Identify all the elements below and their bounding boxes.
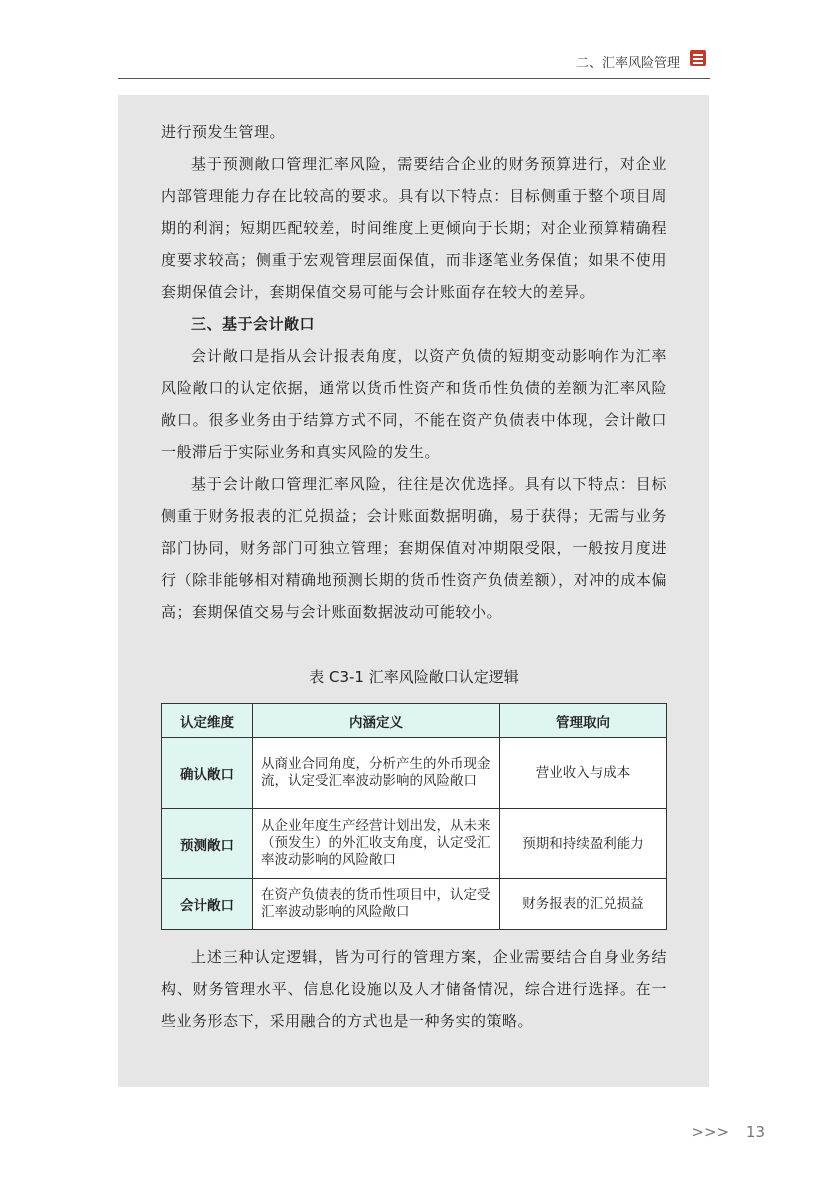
- column-header: 内涵定义: [253, 704, 500, 738]
- definition-cell: 从企业年度生产经营计划出发，从未来（预发生）的外汇收支角度，认定受汇率波动影响的风险敞口: [253, 809, 500, 879]
- paragraph-forecast-exposure: 基于预测敞口管理汇率风险，需要结合企业的财务预算进行，对企业内部管理能力存在比较高的要求。具有以下特点：目标侧重于整个项目周期的利润；短期匹配较差，时间维度上更倾向于长期；对企业预算精确程度要求较高；侧重于宏观管理层面保值，而非逐笔业务保值；如果不使用套期保值会计，套期保值交易可能与会计账面存在较大的差异。: [161, 155, 667, 301]
- column-header: 认定维度: [162, 704, 253, 738]
- paragraph-conclusion: 上述三种认定逻辑，皆为可行的管理方案，企业需要结合自身业务结构、财务管理水平、信息化设施以及人才储备情况，综合进行选择。在一些业务形态下，采用融合的方式也是一种务实的策略。: [161, 948, 667, 1030]
- table-row: [162, 809, 667, 879]
- column-header: 管理取向: [500, 704, 667, 738]
- paragraph-accounting-definition: 会计敞口是指从会计报表角度，以资产负债的短期变动影响作为汇率风险敞口的认定依据，通常以货币性资产和货币性负债的差额为汇率风险敞口。很多业务由于结算方式不同，不能在资产负债表中体现，会计敞口一般滞后于实际业务和真实风险的发生。: [161, 347, 667, 461]
- definition-cell: 在资产负债表的货币性项目中，认定受汇率波动影响的风险敞口: [253, 879, 500, 930]
- section-title: 二、汇率风险管理: [575, 56, 680, 71]
- section-heading-accounting: 三、基于会计敞口: [191, 315, 316, 333]
- table-caption: 表 C3-1 汇率风险敞口认定逻辑: [309, 668, 519, 686]
- dimension-cell: 预测敞口: [162, 809, 253, 879]
- table-row: [162, 738, 667, 809]
- table-header-row: [162, 704, 667, 738]
- paragraph-continue: 进行预发生管理。: [161, 123, 286, 141]
- orientation-cell: 营业收入与成本: [500, 738, 667, 809]
- running-header: [118, 48, 710, 79]
- dimension-cell: 会计敞口: [162, 879, 253, 930]
- body-text-top: [161, 116, 667, 628]
- page-footer: [691, 1123, 765, 1141]
- orientation-cell: 预期和持续盈利能力: [500, 809, 667, 879]
- table-row: [162, 879, 667, 930]
- exposure-logic-table: [161, 703, 667, 930]
- dimension-cell: 确认敞口: [162, 738, 253, 809]
- orientation-cell: 财务报表的汇兑损益: [500, 879, 667, 930]
- body-text-bottom: [161, 941, 667, 1037]
- definition-cell: 从商业合同角度，分析产生的外币现金流，认定受汇率波动影响的风险敞口: [253, 738, 500, 809]
- paragraph-accounting-management: 基于会计敞口管理汇率风险，往往是次优选择。具有以下特点：目标侧重于财务报表的汇兑损益；会计账面数据明确，易于获得；无需与业务部门协同，财务部门可独立管理；套期保值对冲期限受限，一般按月度进行（除非能够相对精确地预测长期的货币性资产负债差额），对冲的成本偏高；套期保值交易与会计账面数据波动可能较小。: [161, 475, 667, 621]
- book-icon: [690, 50, 706, 66]
- footer-arrows: >>>: [691, 1123, 730, 1141]
- page-number: 13: [745, 1123, 765, 1141]
